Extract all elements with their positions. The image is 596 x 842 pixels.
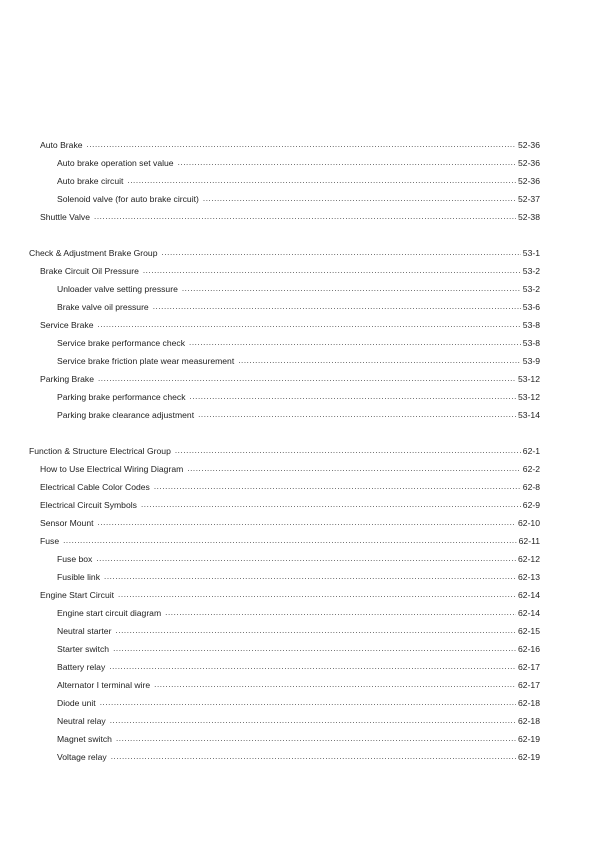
toc-dot-leader [109, 658, 516, 676]
toc-dot-leader [182, 280, 521, 298]
toc-entry-title: Function & Structure Electrical Group [29, 446, 171, 456]
toc-dot-leader [113, 640, 516, 658]
toc-entry-page: 62-13 [518, 572, 540, 582]
toc-entry-page: 62-2 [522, 464, 540, 474]
toc-group-entry[interactable] [29, 244, 540, 262]
toc-entry-title: Sensor Mount [40, 518, 94, 528]
toc-entry-page: 52-38 [518, 212, 540, 222]
toc-entry-title: Service brake performance check [57, 338, 186, 348]
toc-entry-page: 53-12 [518, 374, 540, 384]
toc-entry-title: Fusible link [57, 572, 100, 582]
toc-subsection-entry[interactable] [29, 172, 540, 190]
toc-dot-leader [178, 154, 516, 172]
toc-entry-title: Parking Brake [40, 374, 94, 384]
toc-dot-leader [238, 352, 521, 370]
toc-entry-page: 62-14 [518, 590, 540, 600]
toc-entry-page: 62-18 [518, 698, 540, 708]
toc-dot-leader [100, 694, 516, 712]
toc-entry-title: Brake Circuit Oil Pressure [40, 266, 139, 276]
toc-entry-title: Electrical Cable Color Codes [40, 482, 150, 492]
table-of-contents [29, 136, 540, 766]
toc-dot-leader [98, 514, 517, 532]
toc-subsection-entry[interactable] [29, 694, 540, 712]
toc-entry-title: Unloader valve setting pressure [57, 284, 178, 294]
toc-entry-title: Service Brake [40, 320, 94, 330]
toc-subsection-entry[interactable] [29, 640, 540, 658]
toc-entry-page: 62-14 [518, 608, 540, 618]
toc-subsection-entry[interactable] [29, 298, 540, 316]
toc-subsection-entry[interactable] [29, 550, 540, 568]
toc-entry-page: 62-19 [518, 752, 540, 762]
toc-section-entry[interactable] [29, 370, 540, 388]
toc-entry-title: Auto brake circuit [57, 176, 124, 186]
toc-entry-title: Parking brake performance check [57, 392, 186, 402]
toc-entry-title: Shuttle Valve [40, 212, 91, 222]
toc-section-entry[interactable] [29, 262, 540, 280]
toc-entry-page: 52-36 [518, 158, 540, 168]
toc-entry-title: Fuse [40, 536, 60, 546]
toc-dot-leader [116, 730, 516, 748]
toc-dot-leader [189, 334, 521, 352]
toc-dot-leader [175, 442, 521, 460]
toc-section-entry[interactable] [29, 514, 540, 532]
toc-section-entry[interactable] [29, 208, 540, 226]
toc-subsection-entry[interactable] [29, 658, 540, 676]
toc-dot-leader [154, 478, 521, 496]
toc-dot-leader [98, 316, 521, 334]
toc-entry-title: Solenoid valve (for auto brake circuit) [57, 194, 199, 204]
toc-entry-title: How to Use Electrical Wiring Diagram [40, 464, 184, 474]
toc-section-entry[interactable] [29, 586, 540, 604]
toc-entry-page: 62-1 [522, 446, 540, 456]
toc-entry-title: Fuse box [57, 554, 93, 564]
toc-subsection-entry[interactable] [29, 406, 540, 424]
toc-dot-leader [187, 460, 521, 478]
toc-section-entry[interactable] [29, 460, 540, 478]
toc-entry-page: 62-17 [518, 662, 540, 672]
toc-entry-page: 62-9 [522, 500, 540, 510]
toc-subsection-entry[interactable] [29, 388, 540, 406]
toc-section-entry[interactable] [29, 532, 540, 550]
toc-section-entry[interactable] [29, 496, 540, 514]
toc-entry-page: 53-8 [522, 320, 540, 330]
toc-entry-page: 53-12 [518, 392, 540, 402]
toc-entry-title: Neutral relay [57, 716, 106, 726]
toc-entry-title: Engine Start Circuit [40, 590, 115, 600]
toc-entry-page: 53-14 [518, 410, 540, 420]
toc-entry-title: Auto Brake [40, 140, 83, 150]
toc-dot-leader [98, 370, 516, 388]
toc-section-entry[interactable] [29, 478, 540, 496]
toc-entry-title: Check & Adjustment Brake Group [29, 248, 158, 258]
toc-section-entry[interactable] [29, 316, 540, 334]
toc-dot-leader [104, 568, 516, 586]
toc-dot-leader [87, 136, 517, 154]
toc-spacer [29, 226, 540, 244]
toc-dot-leader [190, 388, 517, 406]
toc-entry-title: Electrical Circuit Symbols [40, 500, 137, 510]
toc-entry-page: 62-15 [518, 626, 540, 636]
toc-dot-leader [127, 172, 516, 190]
toc-entry-title: Alternator I terminal wire [57, 680, 151, 690]
toc-section-entry[interactable] [29, 136, 540, 154]
toc-dot-leader [94, 208, 516, 226]
toc-entry-title: Neutral starter [57, 626, 112, 636]
toc-entry-page: 52-36 [518, 176, 540, 186]
toc-dot-leader [141, 496, 521, 514]
toc-entry-page: 62-10 [518, 518, 540, 528]
toc-subsection-entry[interactable] [29, 334, 540, 352]
toc-subsection-entry[interactable] [29, 568, 540, 586]
toc-subsection-entry[interactable] [29, 352, 540, 370]
toc-entry-page: 53-1 [522, 248, 540, 258]
toc-dot-leader [165, 604, 516, 622]
toc-dot-leader [162, 244, 521, 262]
toc-entry-title: Brake valve oil pressure [57, 302, 149, 312]
toc-dot-leader [198, 406, 516, 424]
toc-entry-title: Battery relay [57, 662, 106, 672]
toc-subsection-entry[interactable] [29, 712, 540, 730]
toc-entry-page: 62-16 [518, 644, 540, 654]
toc-subsection-entry[interactable] [29, 676, 540, 694]
toc-group-entry[interactable] [29, 442, 540, 460]
toc-subsection-entry[interactable] [29, 748, 540, 766]
toc-subsection-entry[interactable] [29, 730, 540, 748]
toc-subsection-entry[interactable] [29, 154, 540, 172]
toc-entry-title: Magnet switch [57, 734, 112, 744]
toc-entry-title: Auto brake operation set value [57, 158, 174, 168]
toc-entry-title: Parking brake clearance adjustment [57, 410, 195, 420]
toc-entry-page: 52-36 [518, 140, 540, 150]
toc-spacer [29, 424, 540, 442]
toc-entry-title: Starter switch [57, 644, 110, 654]
toc-dot-leader [203, 190, 516, 208]
toc-entry-page: 62-8 [522, 482, 540, 492]
toc-subsection-entry[interactable] [29, 622, 540, 640]
toc-entry-page: 62-19 [518, 734, 540, 744]
toc-entry-page: 53-8 [522, 338, 540, 348]
toc-entry-page: 62-11 [518, 536, 540, 546]
toc-dot-leader [115, 622, 516, 640]
toc-dot-leader [118, 586, 516, 604]
toc-entry-page: 62-18 [518, 716, 540, 726]
toc-entry-page: 62-12 [518, 554, 540, 564]
toc-entry-title: Voltage relay [57, 752, 107, 762]
toc-entry-page: 62-17 [518, 680, 540, 690]
toc-dot-leader [63, 532, 517, 550]
toc-dot-leader [153, 298, 521, 316]
toc-dot-leader [96, 550, 516, 568]
toc-dot-leader [110, 712, 516, 730]
toc-entry-title: Diode unit [57, 698, 96, 708]
toc-dot-leader [143, 262, 521, 280]
toc-subsection-entry[interactable] [29, 604, 540, 622]
toc-entry-page: 53-9 [522, 356, 540, 366]
toc-entry-title: Service brake friction plate wear measurement [57, 356, 235, 366]
toc-entry-title: Engine start circuit diagram [57, 608, 162, 618]
toc-dot-leader [111, 748, 516, 766]
toc-entry-page: 53-2 [522, 266, 540, 276]
toc-subsection-entry[interactable] [29, 190, 540, 208]
toc-entry-page: 52-37 [518, 194, 540, 204]
toc-dot-leader [154, 676, 516, 694]
toc-subsection-entry[interactable] [29, 280, 540, 298]
toc-entry-page: 53-2 [522, 284, 540, 294]
toc-entry-page: 53-6 [522, 302, 540, 312]
